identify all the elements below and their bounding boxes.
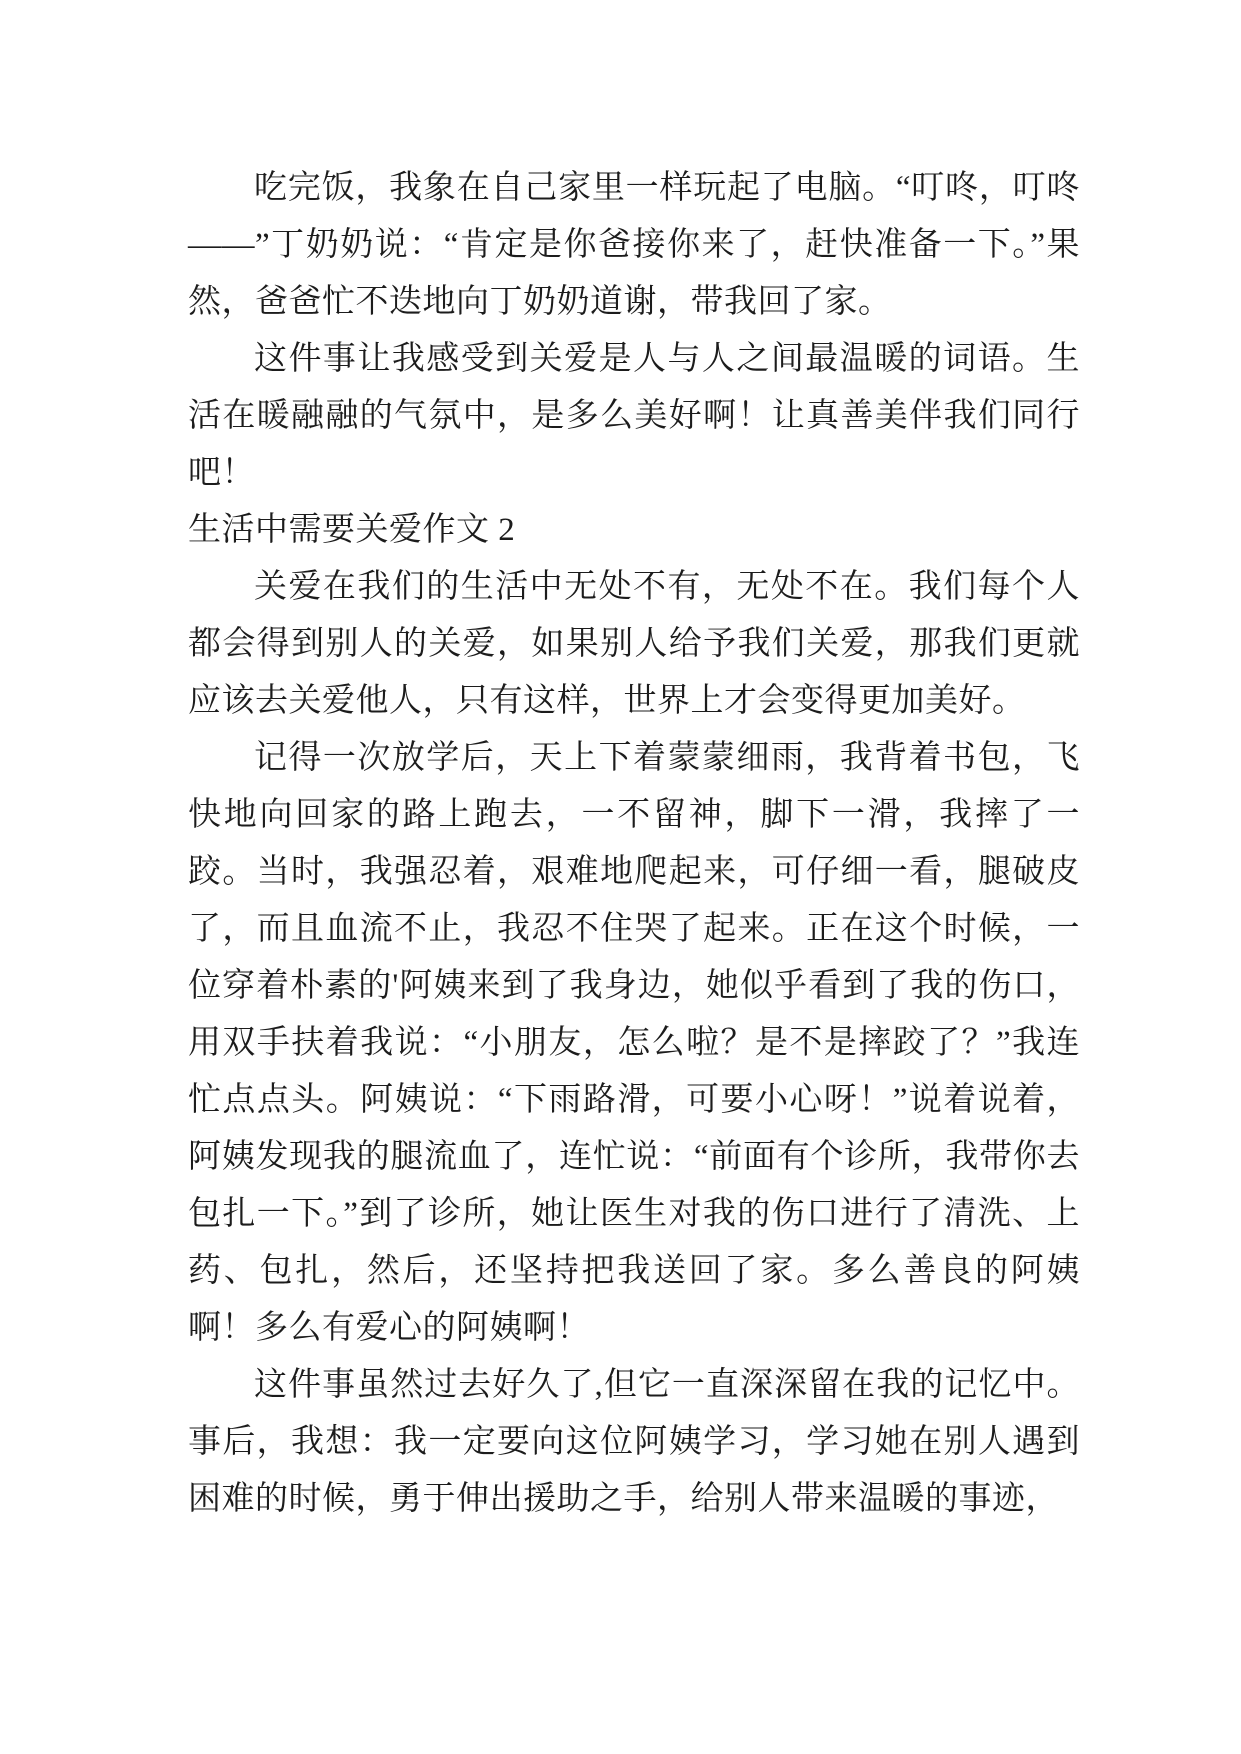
- essay-paragraph-3: 关爱在我们的生活中无处不有，无处不在。我们每个人都会得到别人的关爱，如果别人给予我们关爱，那我们更就应该去关爱他人，只有这样，世界上才会变得更加美好。: [188, 569, 1080, 719]
- essay-section-heading: 生活中需要关爱作文 2: [188, 512, 516, 548]
- essay-content: [188, 160, 1080, 1528]
- essay-paragraph-2: 这件事让我感受到关爱是人与人之间最温暖的词语。生活在暖融融的气氛中，是多么美好啊！让真善美伴我们同行吧！: [188, 341, 1080, 491]
- essay-paragraph-1: 吃完饭，我象在自己家里一样玩起了电脑。“叮咚，叮咚——”丁奶奶说：“肯定是你爸接你来了，赶快准备一下。”果然，爸爸忙不迭地向丁奶奶道谢，带我回了家。: [188, 170, 1080, 320]
- essay-paragraph-5: 这件事虽然过去好久了,但它一直深深留在我的记忆中。事后，我想：我一定要向这位阿姨学习，学习她在别人遇到困难的时候，勇于伸出援助之手，给别人带来温暖的事迹，: [188, 1367, 1080, 1517]
- essay-paragraph-4: 记得一次放学后，天上下着蒙蒙细雨，我背着书包，飞快地向回家的路上跑去，一不留神，脚下一滑，我摔了一跤。当时，我强忍着，艰难地爬起来，可仔细一看，腿破皮了，而且血流不止，我忍不住哭了起来。正在这个时候，一位穿着朴素的'阿姨来到了我身边，她似乎看到了我的伤口，用双手扶着我说：“小朋友，怎么啦？是不是摔跤了？”我连忙点点头。阿姨说：“下雨路滑，可要小心呀！”说着说着，阿姨发现我的腿流血了，连忙说：“前面有个诊所，我带你去包扎一下。”到了诊所，她让医生对我的伤口进行了清洗、上药、包扎，然后，还坚持把我送回了家。多么善良的阿姨啊！多么有爱心的阿姨啊！: [188, 740, 1080, 1346]
